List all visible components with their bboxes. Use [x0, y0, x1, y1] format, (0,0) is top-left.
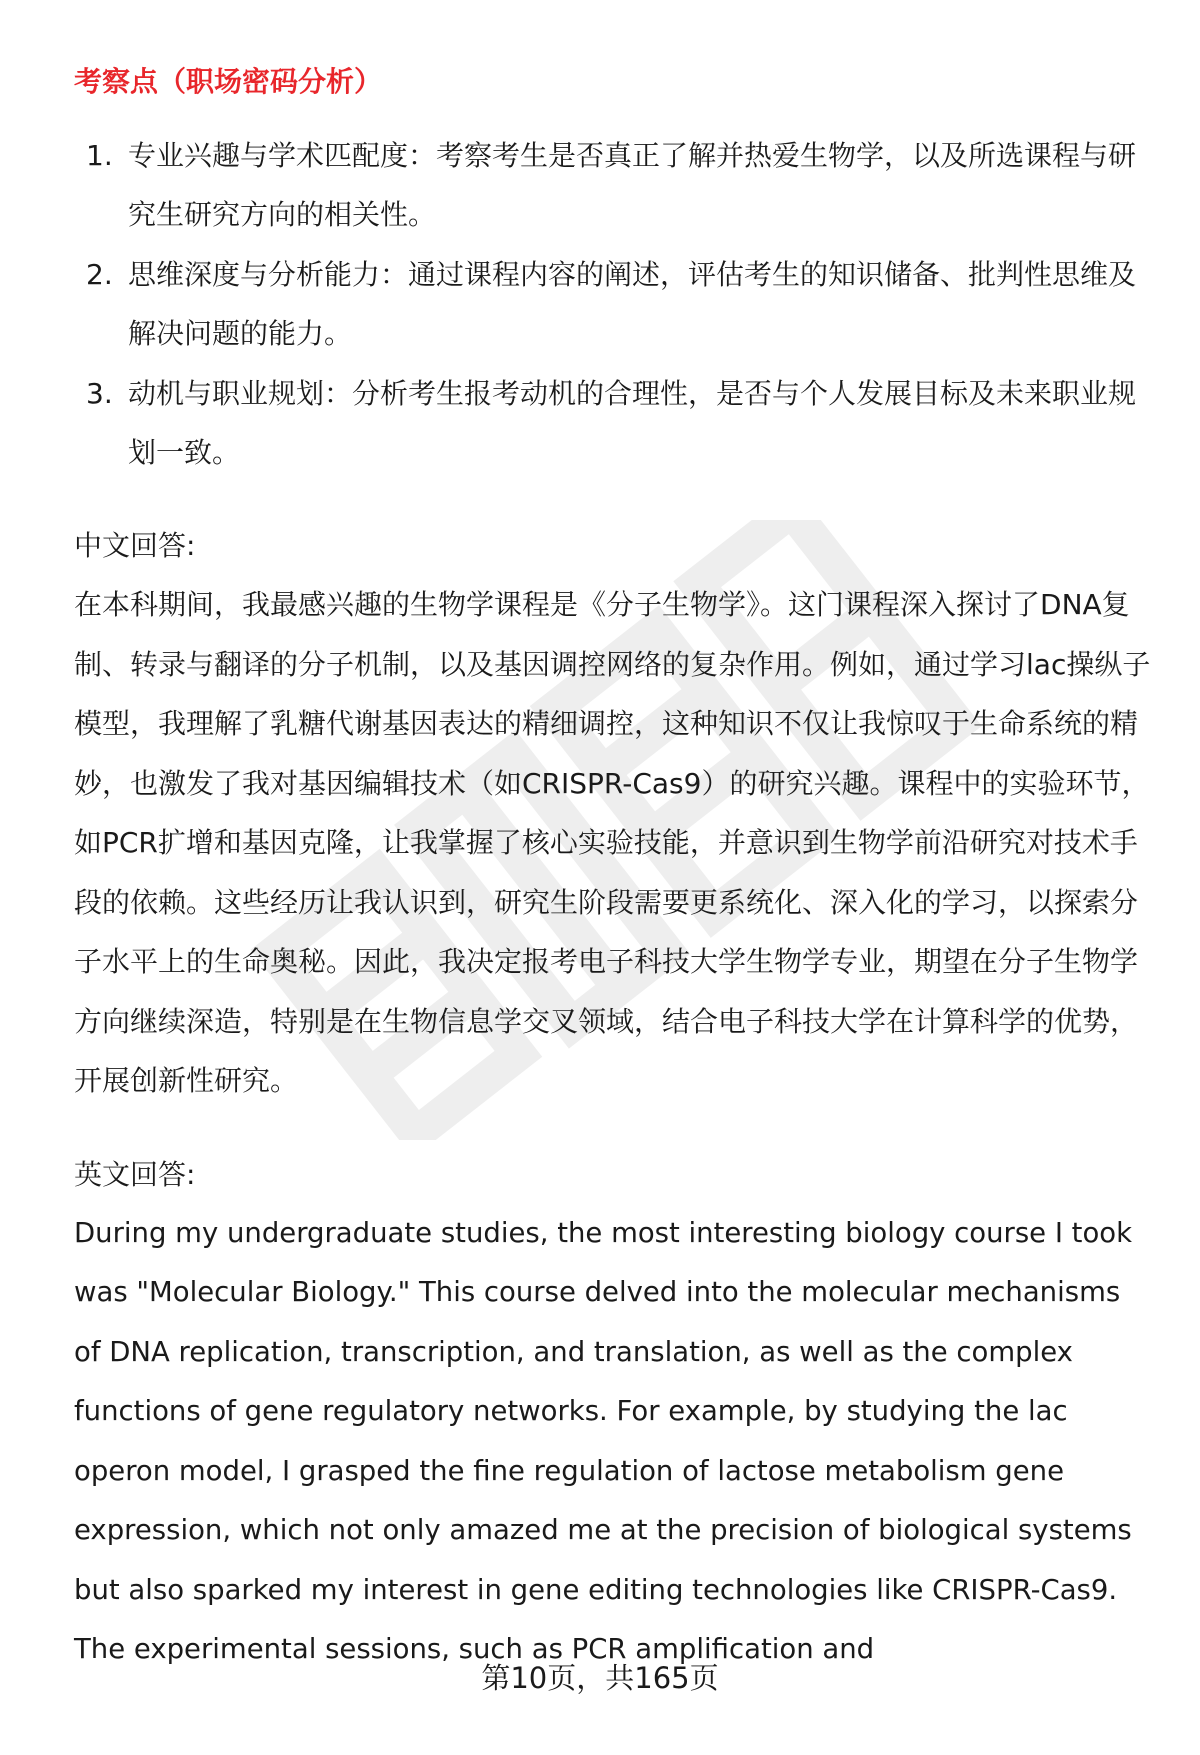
list-item [74, 126, 1154, 244]
page-number-footer: 第10页，共165页 [481, 1661, 719, 1695]
chinese-answer-label: 中文回答: [74, 529, 196, 562]
chinese-answer-text: 在本科期间，我最感兴趣的生物学课程是《分子生物学》。这门课程深入探讨了DNA复制、转录与翻译的分子机制，以及基因调控网络的复杂作用。例如，通过学习lac操纵子模型，我理解了乳糖代谢基因表达的精细调控，这种知识不仅让我惊叹于生命系统的精妙，也激发了我对基因编辑技术（如CRISPR-Cas9）的研究兴趣。课程中的实验环节，如PCR扩增和基因克隆，让我掌握了核心实验技能，并意识到生物学前沿研究对技术手段的依赖。这些经历让我认识到，研究生阶段需要更系统化、深入化的学习，以探索分子水平上的生命奥秘。因此，我决定报考电子科技大学生物学专业，期望在分子生物学方向继续深造，特别是在生物信息学交叉领域，结合电子科技大学在计算科学的优势，开展创新性研究。 [74, 588, 1151, 1097]
list-item-text: 动机与职业规划：分析考生报考动机的合理性，是否与个人发展目标及未来职业规划一致。 [128, 377, 1137, 469]
section-heading: 考察点（职场密码分析） [74, 65, 383, 98]
list-item [74, 245, 1154, 363]
list-number: 2. [86, 258, 113, 291]
list-item [74, 364, 1154, 482]
list-number: 1. [86, 139, 113, 172]
list-number: 3. [86, 377, 113, 410]
list-item-text: 专业兴趣与学术匹配度：考察考生是否真正了解并热爱生物学，以及所选课程与研究生研究方向的相关性。 [128, 139, 1137, 231]
english-answer-label: 英文回答: [74, 1157, 196, 1191]
analysis-points-list [74, 126, 1154, 482]
document-page [74, 56, 1154, 1680]
english-answer-text: During my undergraduate studies, the most interesting biology course I took was "Molecular Biology." This course delved into the molecular mechanisms of DNA replication, transcription, and translation, as well as the complex functions of gene regulatory networks. For example, by studying the lac operon model, I grasped the fine regulation of lactose metabolism gene expression, which not only amazed me at the precision of biological systems but also sparked my interest in gene editing technologies like CRISPR-Cas9. The experimental sessions, such as PCR amplification and [74, 1216, 1133, 1665]
list-item-text: 思维深度与分析能力：通过课程内容的阐述，评估考生的知识储备、批判性思维及解决问题的能力。 [128, 258, 1137, 350]
